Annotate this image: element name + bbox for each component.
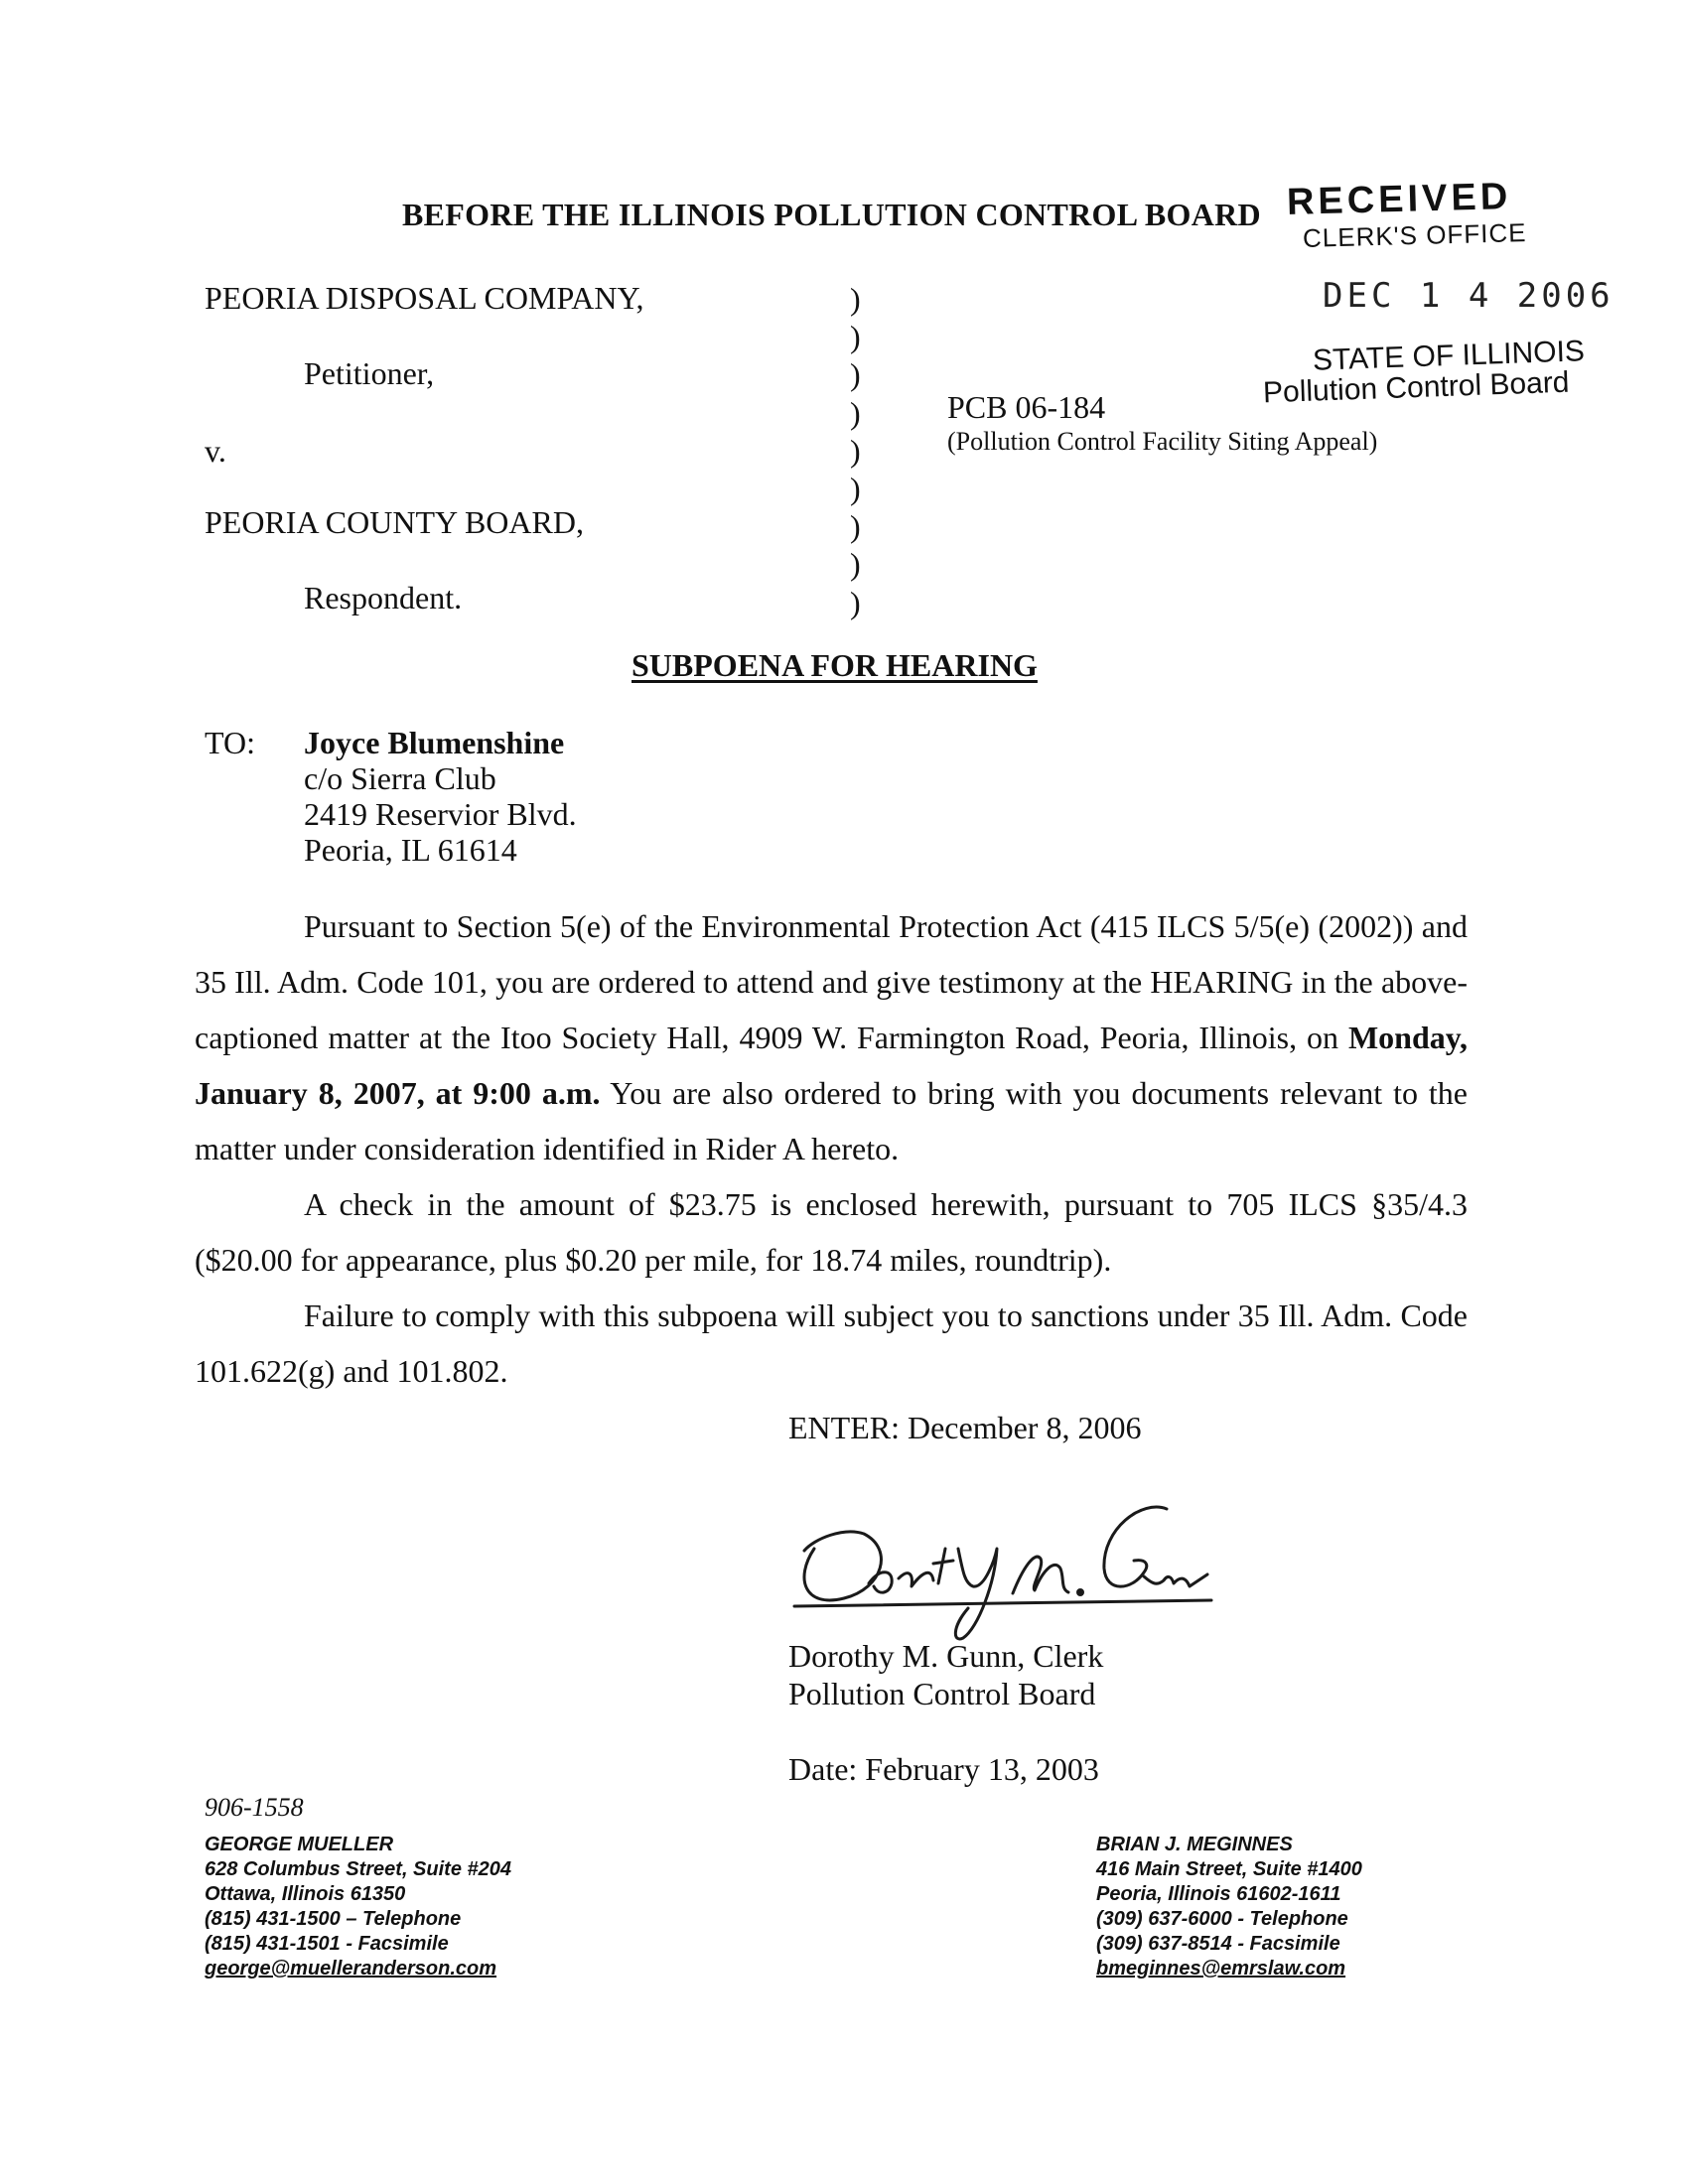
hearing-text-a: Pursuant to Section 5(e) of the Environmental Protection Act (415 ILCS 5/5(e) (2002)) and 35 Ill. Adm. Code 101, you are ordered to attend and give testimony at the HEARING in the above-captioned matter at the Itoo Society Hall, 4909 W. Farmington Road, Peoria, Illinois, on — [195, 908, 1468, 1055]
document-title: BEFORE THE ILLINOIS POLLUTION CONTROL BOARD — [402, 197, 1261, 232]
attorney-email-link[interactable]: bmeginnes@emrslaw.com — [1096, 1958, 1346, 1979]
attorney-fax: (815) 431-1501 - Facsimile — [205, 1933, 449, 1955]
case-number: PCB 06-184 — [947, 389, 1106, 425]
respondent-role: Respondent. — [304, 580, 463, 615]
hearing-text-b: You are also ordered to bring with you documents relevant to the matter under consideration identified in Rider A hereto. — [195, 1075, 1469, 1166]
petitioner-name: PEORIA DISPOSAL COMPANY, — [205, 280, 644, 316]
stamp-received-text: RECEIVED — [1286, 176, 1512, 223]
attorney-address-1: 628 Columbus Street, Suite #204 — [205, 1858, 512, 1880]
clerk-signature — [774, 1489, 1231, 1648]
attorney-address-2: Peoria, Illinois 61602-1611 — [1096, 1883, 1341, 1905]
caption-bracket: ) ) ) ) ) ) ) ) ) — [850, 281, 861, 620]
hearing-date-time: Monday, January 8, 2007, at 9:00 a.m. — [195, 1020, 1468, 1111]
stamp-state: STATE OF ILLINOIS — [1312, 335, 1586, 377]
attorney-address-2: Ottawa, Illinois 61350 — [205, 1883, 406, 1905]
to-label: TO: — [205, 725, 255, 760]
petitioner-role: Petitioner, — [304, 355, 435, 391]
body-paragraph-check: A check in the amount of $23.75 is enclosed herewith, pursuant to 705 ILCS §35/4.3 ($20.00 for appearance, plus $0.20 per mile, for 18.74 miles, roundtrip). — [195, 1186, 1468, 1278]
addressee-line-3: Peoria, IL 61614 — [304, 832, 517, 868]
document-date: Date: February 13, 2003 — [788, 1751, 1099, 1787]
attorney-fax: (309) 637-8514 - Facsimile — [1096, 1933, 1340, 1955]
attorney-name: GEORGE MUELLER — [205, 1834, 394, 1855]
respondent-name: PEORIA COUNTY BOARD, — [205, 504, 584, 540]
clerk-organization: Pollution Control Board — [788, 1676, 1096, 1711]
stamp-clerks-office: CLERK'S OFFICE — [1302, 217, 1527, 253]
stamp-board: Pollution Control Board — [1262, 365, 1570, 410]
attorney-block-left — [205, 1833, 511, 1981]
attorney-name: BRIAN J. MEGINNES — [1096, 1834, 1293, 1855]
attorney-email-link[interactable]: george@muelleranderson.com — [205, 1958, 497, 1979]
enter-date: ENTER: December 8, 2006 — [788, 1410, 1142, 1445]
attorney-block-right — [1096, 1833, 1362, 1981]
case-description: (Pollution Control Facility Siting Appeal) — [947, 427, 1378, 456]
versus-label: v. — [205, 433, 226, 469]
addressee-line-2: 2419 Reservior Blvd. — [304, 796, 577, 832]
clerk-name: Dorothy M. Gunn, Clerk — [788, 1638, 1104, 1674]
stamp-date: DEC 1 4 2006 — [1323, 276, 1614, 316]
attorney-phone: (309) 637-6000 - Telephone — [1096, 1908, 1348, 1930]
attorney-phone: (815) 431-1500 – Telephone — [205, 1908, 462, 1930]
addressee-name: Joyce Blumenshine — [304, 725, 565, 760]
subpoena-heading: SUBPOENA FOR HEARING — [632, 647, 1038, 683]
body-paragraph-sanctions: Failure to comply with this subpoena will subject you to sanctions under 35 Ill. Adm. Code 101.622(g) and 101.802. — [195, 1297, 1468, 1389]
addressee-line-1: c/o Sierra Club — [304, 760, 496, 796]
document-code: 906-1558 — [205, 1793, 304, 1822]
attorney-address-1: 416 Main Street, Suite #1400 — [1096, 1858, 1362, 1880]
body-paragraph-hearing — [195, 898, 1468, 1176]
